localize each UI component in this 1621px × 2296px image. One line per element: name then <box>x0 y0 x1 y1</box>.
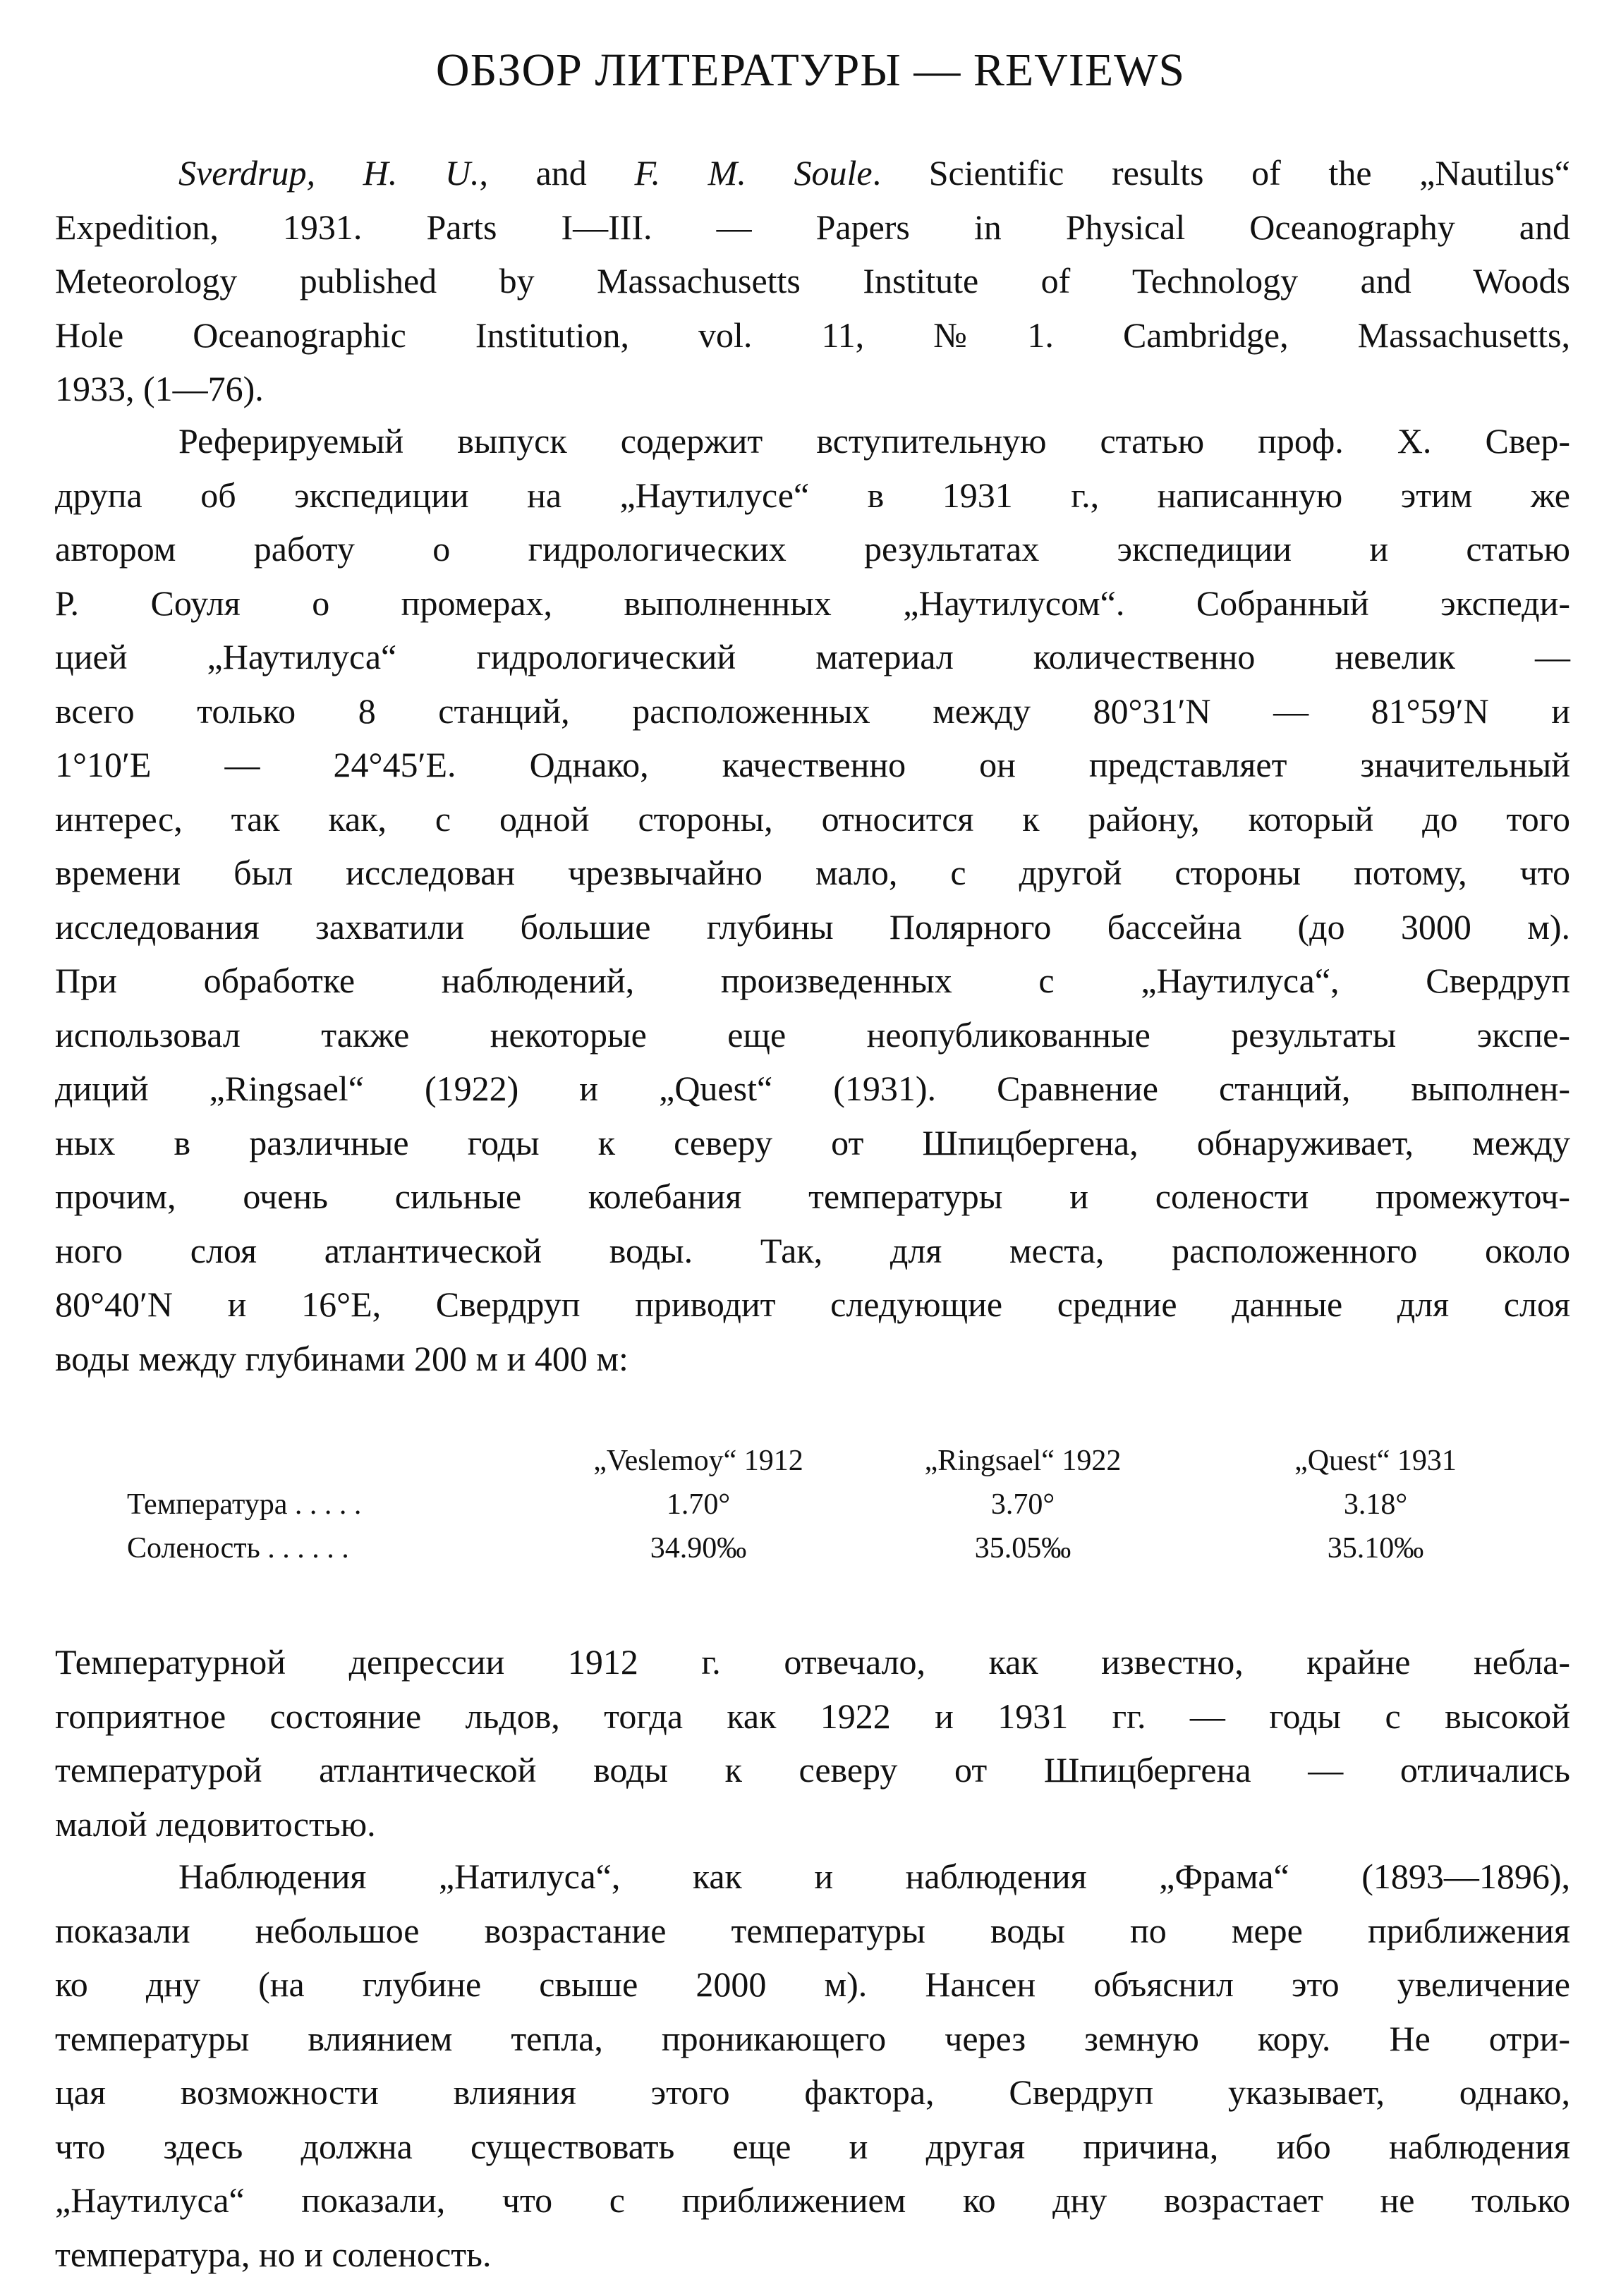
text-line <box>55 1332 1570 1386</box>
text-segment: использовал также некоторые еще неопубликованные результаты экспе- <box>55 1014 1570 1055</box>
text-line <box>55 576 1570 631</box>
text-segment: цией „Наутилуса“ гидрологический материал количественно невелик — <box>55 637 1570 676</box>
text-line <box>55 2012 1570 2066</box>
column-header: „Quest“ 1931 <box>1294 1445 1457 1477</box>
temperature-paragraph <box>55 1849 1570 2281</box>
text-line <box>55 1904 1570 1958</box>
text-line <box>55 630 1570 684</box>
text-line <box>55 1062 1570 1116</box>
summary-paragraph <box>55 414 1570 1385</box>
text-segment: исследования захватили большие глубины Полярного бассейна (до 3000 м). <box>55 906 1570 947</box>
text-line <box>55 200 1570 255</box>
text-line <box>55 1635 1570 1689</box>
text-line <box>55 1277 1570 1332</box>
text-segment: ко дну (на глубине свыше 2000 м). Нансен объяснил это увеличение <box>55 1964 1570 2004</box>
text-line <box>55 684 1570 739</box>
text-segment: ных в различные годы к северу от Шпицбергена, обнаруживает, между <box>55 1122 1570 1162</box>
author-name: Sverdrup, H. U. <box>178 153 480 193</box>
text-line <box>55 1689 1570 1744</box>
page-title: ОБЗОР ЛИТЕРАТУРЫ — REVIEWS <box>435 44 1186 96</box>
text-segment: воды между глубинами 200 м и 400 м: <box>55 1338 629 1378</box>
table-cell: 3.70° <box>990 1488 1055 1521</box>
text-line <box>55 1224 1570 1278</box>
text-segment: Р. Соуля о промерах, выполненных „Наутилусом“. Собранный экспеди- <box>55 583 1570 623</box>
text-line <box>55 792 1570 846</box>
text-segment: друпа об экспедиции на „Наутилусе“ в 1931 г., написанную этим же <box>55 475 1570 515</box>
table-cell: 1.70° <box>666 1488 731 1521</box>
text-segment: диций „Ringsael“ (1922) и „Quest“ (1931). Сравнение станций, выполнен- <box>55 1069 1570 1108</box>
table-row <box>127 1483 1552 1526</box>
text-segment: Температурной депрессии 1912 г. отвечало, как известно, крайне небла- <box>55 1642 1570 1682</box>
text-segment: температурой атлантической воды к северу от Шпицбергена — отличались <box>55 1750 1570 1790</box>
text-segment: 1933, (1—76). <box>55 369 264 408</box>
text-line <box>55 414 1570 468</box>
text-segment: интерес, так как, с одной стороны, относится к району, который до того <box>55 798 1570 839</box>
column-header: „Veslemoy“ 1912 <box>593 1445 803 1477</box>
author-name: F. M. Soule <box>634 153 873 193</box>
citation-paragraph <box>55 146 1570 416</box>
table-cell: 3.18° <box>1343 1488 1408 1521</box>
table-row <box>127 1526 1552 1570</box>
text-line <box>55 2120 1570 2174</box>
text-segment: цая возможности влияния этого фактора, Свердруп указывает, однако, <box>55 2072 1570 2112</box>
text-segment: показали небольшое возрастание температуры воды по мере приближения <box>55 1910 1570 1950</box>
text-line <box>55 1743 1570 1797</box>
table-cell: 34.90‰ <box>650 1532 747 1565</box>
text-segment: При обработке наблюдений, произведенных с „Наутилуса“, Свердруп <box>55 961 1570 1000</box>
text-segment: Hole Oceanographic Institution, vol. 11, №1. Cambridge, Massachusetts, <box>55 315 1570 355</box>
row-label: Соленость . . . . . . <box>127 1532 349 1565</box>
text-line <box>55 846 1570 900</box>
text-line <box>55 146 1570 200</box>
text-segment: , and <box>479 153 635 193</box>
column-header: „Ringsael“ 1922 <box>924 1445 1122 1477</box>
table-cell: 35.10‰ <box>1327 1532 1424 1565</box>
text-line <box>55 954 1570 1008</box>
text-line <box>55 2228 1570 2282</box>
text-line <box>55 468 1570 523</box>
text-line <box>55 1797 1570 1852</box>
text-segment: . Scientific results of the „Nautilus“ <box>872 153 1570 193</box>
text-line <box>55 2173 1570 2228</box>
text-segment: 80°40′N и 16°E, Свердруп приводит следующие средние данные для слоя <box>55 1284 1570 1324</box>
text-line <box>55 2065 1570 2120</box>
text-segment: времени был исследован чрезвычайно мало, с другой стороны потому, что <box>55 853 1570 892</box>
text-line <box>55 738 1570 792</box>
text-line <box>55 1849 1570 1904</box>
text-segment: автором работу о гидрологических результатах экспедиции и статью <box>55 529 1570 569</box>
text-segment: ного слоя атлантической воды. Так, для места, расположенного около <box>55 1230 1570 1270</box>
text-segment: всего только 8 станций, расположенных между 80°31′N — 81°59′N и <box>55 691 1570 731</box>
text-segment: Meteorology published by Massachusetts Institute of Technology and Woods <box>55 261 1570 300</box>
text-line <box>55 522 1570 576</box>
text-line <box>55 362 1570 416</box>
data-table <box>127 1439 1552 1570</box>
text-segment: 1°10′E — 24°45′E. Однако, качественно он представляет значительный <box>55 745 1570 784</box>
text-segment: „Наутилуса“ показали, что с приближением ко дну возрастает не только <box>55 2180 1570 2220</box>
text-segment: что здесь должна существовать еще и другая причина, ибо наблюдения <box>55 2126 1570 2166</box>
text-line <box>55 900 1570 954</box>
text-segment: температура, но и соленость. <box>55 2234 492 2274</box>
text-segment: Реферируемый выпуск содержит вступительную статью проф. Х. Свер- <box>178 421 1570 461</box>
text-segment: Наблюдения „Натилуса“, как и наблюдения „Фрама“ (1893—1896), <box>178 1857 1570 1896</box>
row-label: Температура . . . . . <box>127 1488 362 1521</box>
text-segment: гоприятное состояние льдов, тогда как 1922 и 1931 гг. — годы с высокой <box>55 1696 1570 1736</box>
text-segment: Expedition, 1931. Parts I—III. — Papers in Physical Oceanography and <box>55 207 1570 247</box>
text-line <box>55 254 1570 308</box>
text-segment: температуры влиянием тепла, проникающего через земную кору. Не отри- <box>55 2018 1570 2058</box>
text-line <box>55 1116 1570 1170</box>
ice-conditions-paragraph <box>55 1635 1570 1851</box>
text-line <box>55 1008 1570 1062</box>
table-cell: 35.05‰ <box>974 1532 1071 1565</box>
text-segment: прочим, очень сильные колебания температуры и солености промежуточ- <box>55 1177 1570 1216</box>
text-line <box>55 1170 1570 1224</box>
table-header-row <box>127 1439 1552 1483</box>
text-line <box>55 1957 1570 2012</box>
text-segment: малой ледовитостью. <box>55 1804 376 1844</box>
text-line <box>55 308 1570 363</box>
